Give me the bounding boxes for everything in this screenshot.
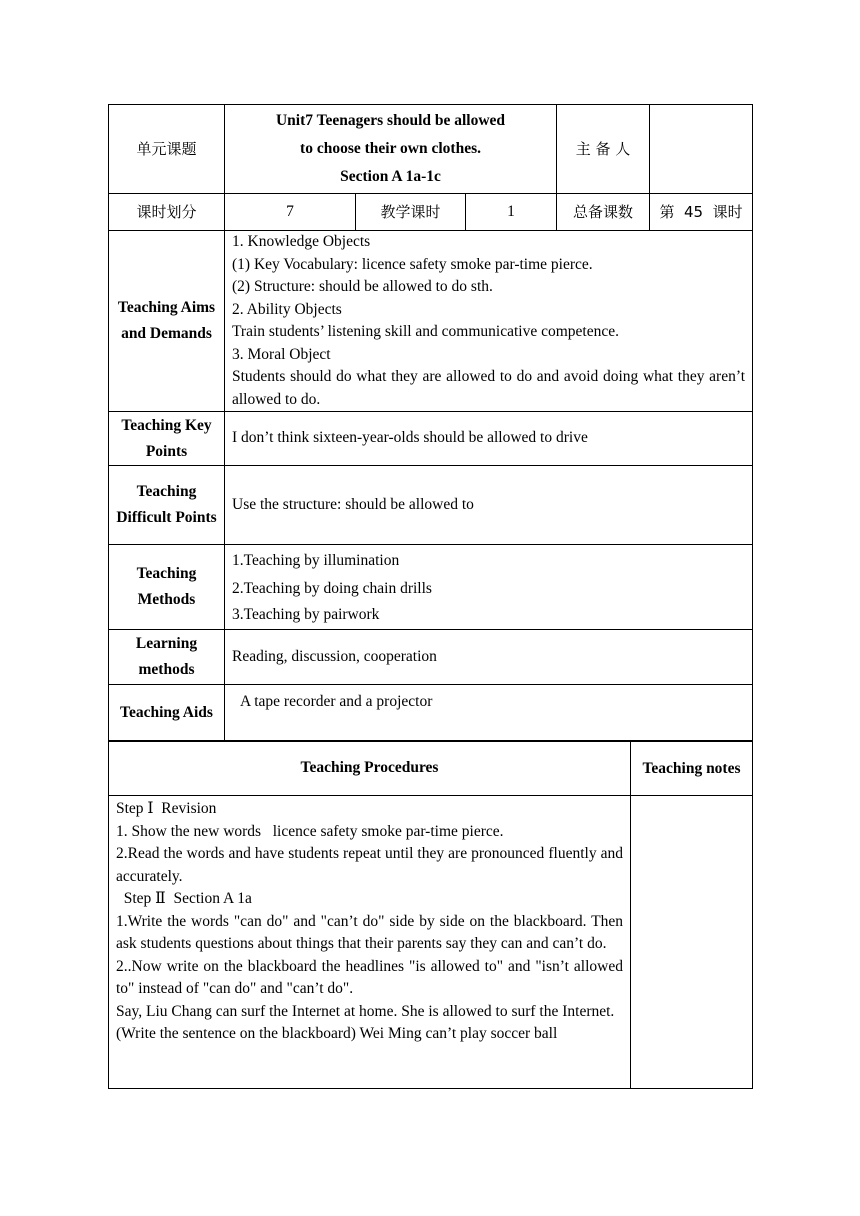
total-lessons-label: 总备课数 — [557, 194, 650, 231]
aims-line: 2. Ability Objects — [232, 300, 342, 318]
procedure-line: Step Ⅱ Section A 1a — [116, 890, 252, 907]
procedures-table — [108, 741, 753, 1089]
period-number: 第 45 课时 — [650, 194, 753, 231]
notes-content — [631, 796, 753, 1089]
methods-content — [225, 545, 753, 630]
aims-row — [109, 231, 753, 412]
division-value: 7 — [225, 194, 356, 231]
methods-label: Teaching Methods — [109, 545, 225, 630]
method-line: 1.Teaching by illumination — [232, 552, 400, 569]
unit-title-line: Section A 1a-1c — [340, 168, 441, 185]
unit-topic-label: 单元课题 — [109, 105, 225, 194]
learning-methods-label: Learning methods — [109, 630, 225, 685]
procedure-line: (Write the sentence on the blackboard) Wei Ming can’t play soccer ball — [116, 1025, 558, 1042]
aids-row — [109, 685, 753, 741]
difficult-points-row — [109, 466, 753, 545]
procedure-line: 2.Read the words and have students repeat until they are pronounced fluently and accurately. — [116, 845, 623, 885]
procedure-line: 2..Now write on the blackboard the headlines "is allowed to" and "isn’t allowed to" instead of "can do" and "can’t do". — [116, 957, 623, 997]
unit-title-line: to choose their own clothes. — [300, 140, 481, 157]
lesson-plan-table — [108, 104, 753, 741]
teaching-hours-label: 教学课时 — [356, 194, 466, 231]
learning-methods-row — [109, 630, 753, 685]
unit-row — [109, 105, 753, 194]
key-points-row — [109, 412, 753, 466]
division-label: 课时划分 — [109, 194, 225, 231]
difficult-points-text: Use the structure: should be allowed to — [225, 466, 753, 545]
aims-content — [225, 231, 753, 412]
procedure-line: 1. Show the new words licence safety smoke par-time pierce. — [116, 822, 504, 840]
method-line: 3.Teaching by pairwork — [232, 606, 380, 623]
procedure-line: Step Ⅰ Revision — [116, 800, 217, 817]
notes-header: Teaching notes — [631, 742, 753, 796]
aims-label: Teaching Aims and Demands — [109, 231, 225, 412]
preparer-label: 主 备 人 — [557, 105, 650, 194]
aids-label: Teaching Aids — [109, 685, 225, 741]
key-points-label: Teaching Key Points — [109, 412, 225, 466]
unit-title — [225, 105, 557, 194]
unit-title-line: Unit7 Teenagers should be allowed — [275, 112, 506, 129]
procedures-header: Teaching Procedures — [109, 742, 631, 796]
procedures-content-row — [109, 796, 753, 1089]
aims-line: 1. Knowledge Objects — [232, 233, 371, 250]
methods-row — [109, 545, 753, 630]
learning-methods-text: Reading, discussion, cooperation — [225, 630, 753, 685]
procedures-header-row — [109, 742, 753, 796]
aids-text: A tape recorder and a projector — [225, 685, 753, 741]
aims-line: Train students’ listening skill and communicative competence. — [232, 323, 619, 340]
difficult-points-label: Teaching Difficult Points — [109, 466, 225, 545]
aims-line: (2) Structure: should be allowed to do sth. — [232, 278, 493, 295]
procedure-line: 1.Write the words "can do" and "can’t do" side by side on the blackboard. Then ask students questions about things that their parents say they can and can’t do. — [116, 912, 623, 952]
procedure-line: Say, Liu Chang can surf the Internet at home. She is allowed to surf the Internet. — [116, 1002, 615, 1020]
lesson-info-row — [109, 194, 753, 231]
aims-line: (1) Key Vocabulary: licence safety smoke par-time pierce. — [232, 255, 593, 273]
procedures-content — [109, 796, 631, 1089]
aims-line: 3. Moral Object — [232, 345, 331, 363]
preparer-value — [650, 105, 753, 194]
method-line: 2.Teaching by doing chain drills — [232, 580, 432, 597]
aims-line: Students should do what they are allowed to do and avoid doing what they aren’t allowed to do. — [232, 368, 746, 408]
key-points-text: I don’t think sixteen-year-olds should be allowed to drive — [225, 412, 753, 466]
teaching-hours-value: 1 — [466, 194, 557, 231]
